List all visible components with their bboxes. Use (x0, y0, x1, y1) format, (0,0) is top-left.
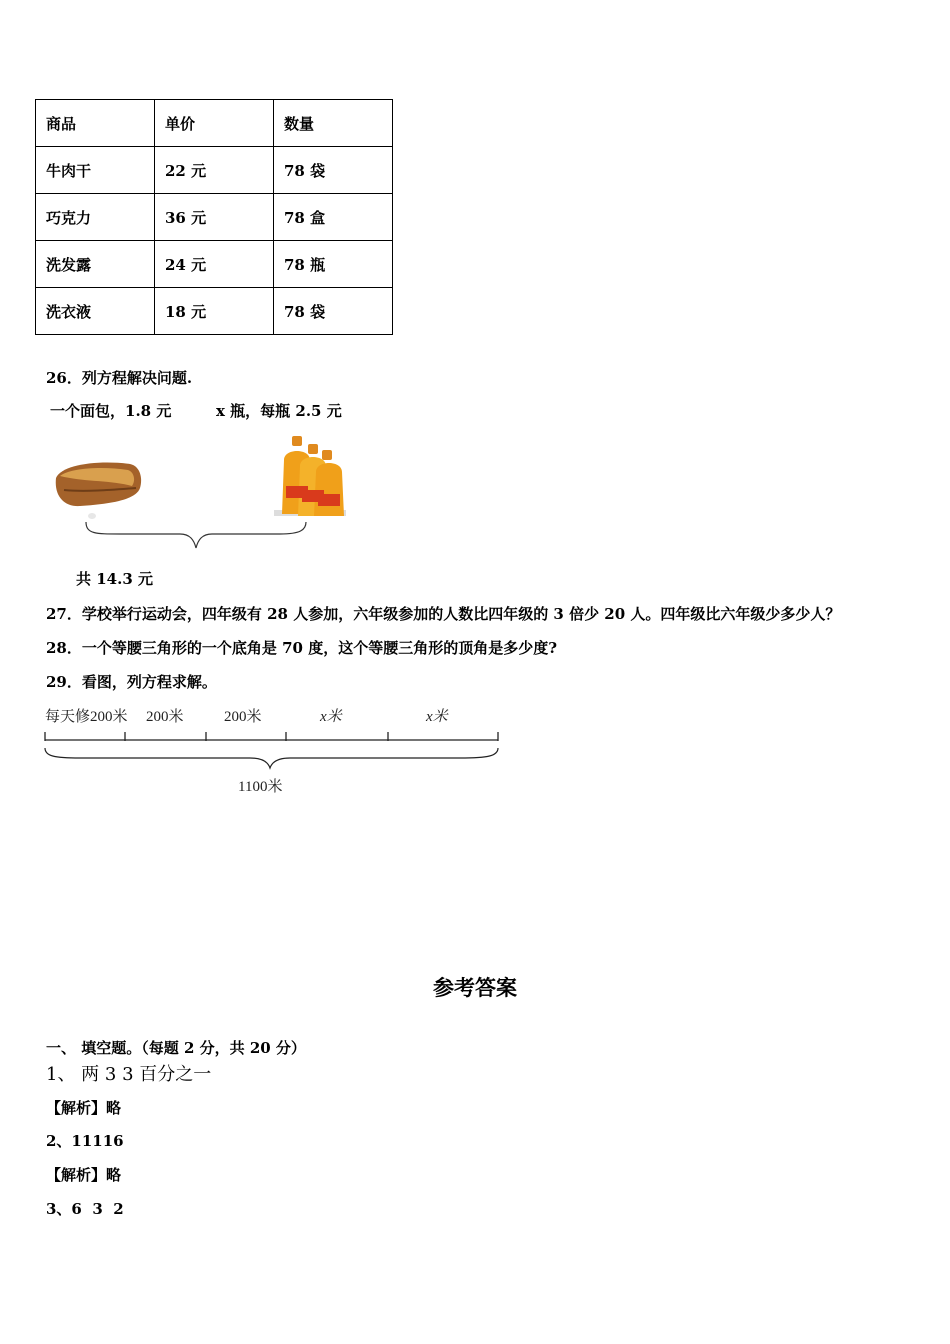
q29-line-diagram (40, 700, 510, 800)
table-header-cell: 商品 (36, 100, 155, 147)
answer-3: 3、6 3 2 (46, 1200, 124, 1218)
segment-label: x米 (426, 709, 448, 725)
table-header-row (36, 100, 393, 147)
segment-label: 200米 (224, 709, 262, 725)
answers-title: 参考答案 (433, 975, 517, 1000)
q26-figure (40, 430, 370, 560)
table-row (36, 194, 393, 241)
segment-label: 每天修200米 (45, 709, 128, 725)
table-cell: 36 元 (155, 194, 274, 241)
q26-bread-label: 一个面包，1.8 元 (50, 402, 172, 420)
table-cell: 78 袋 (274, 147, 393, 194)
table-cell: 78 袋 (274, 288, 393, 335)
total-brace (86, 522, 306, 548)
table-row (36, 241, 393, 288)
table-header-cell: 单价 (155, 100, 274, 147)
table-cell: 78 盒 (274, 194, 393, 241)
segment-label: x米 (320, 709, 342, 725)
bread-illustration (56, 463, 141, 519)
answers-section-heading: 一、 填空题。（每题 2 分，共 20 分） (46, 1039, 306, 1057)
table-cell: 18 元 (155, 288, 274, 335)
analysis-1: 【解析】略 (46, 1099, 122, 1117)
table-cell: 22 元 (155, 147, 274, 194)
total-brace (45, 748, 498, 768)
answer-1: 1、 两 3 3 百分之一 (46, 1064, 212, 1085)
table-row (36, 147, 393, 194)
q27-text: 27．学校举行运动会，四年级有 28 人参加，六年级参加的人数比四年级的 3 倍少 20 人。四年级比六年级少多少人？ (46, 605, 841, 623)
table-cell: 78 瓶 (274, 241, 393, 288)
q28-text: 28．一个等腰三角形的一个底角是 70 度，这个等腰三角形的顶角是多少度? (46, 639, 557, 657)
road-line (45, 732, 498, 741)
table-cell: 24 元 (155, 241, 274, 288)
juice-bottles-illustration (274, 436, 346, 516)
table-cell: 洗发露 (36, 241, 155, 288)
segment-label: 200米 (146, 709, 184, 725)
table-row (36, 288, 393, 335)
q26-bottle-label: x 瓶，每瓶 2.5 元 (216, 402, 342, 420)
analysis-2: 【解析】略 (46, 1166, 122, 1184)
q26-title: 26．列方程解决问题. (46, 369, 193, 387)
table-cell: 洗衣液 (36, 288, 155, 335)
goods-table (35, 99, 393, 335)
q26-total: 共 14.3 元 (76, 570, 153, 588)
table-header-cell: 数量 (274, 100, 393, 147)
total-label: 1100米 (238, 779, 283, 795)
table-cell: 巧克力 (36, 194, 155, 241)
answer-2: 2、11116 (46, 1132, 124, 1150)
table-cell: 牛肉干 (36, 147, 155, 194)
q29-title: 29．看图，列方程求解。 (46, 673, 217, 691)
